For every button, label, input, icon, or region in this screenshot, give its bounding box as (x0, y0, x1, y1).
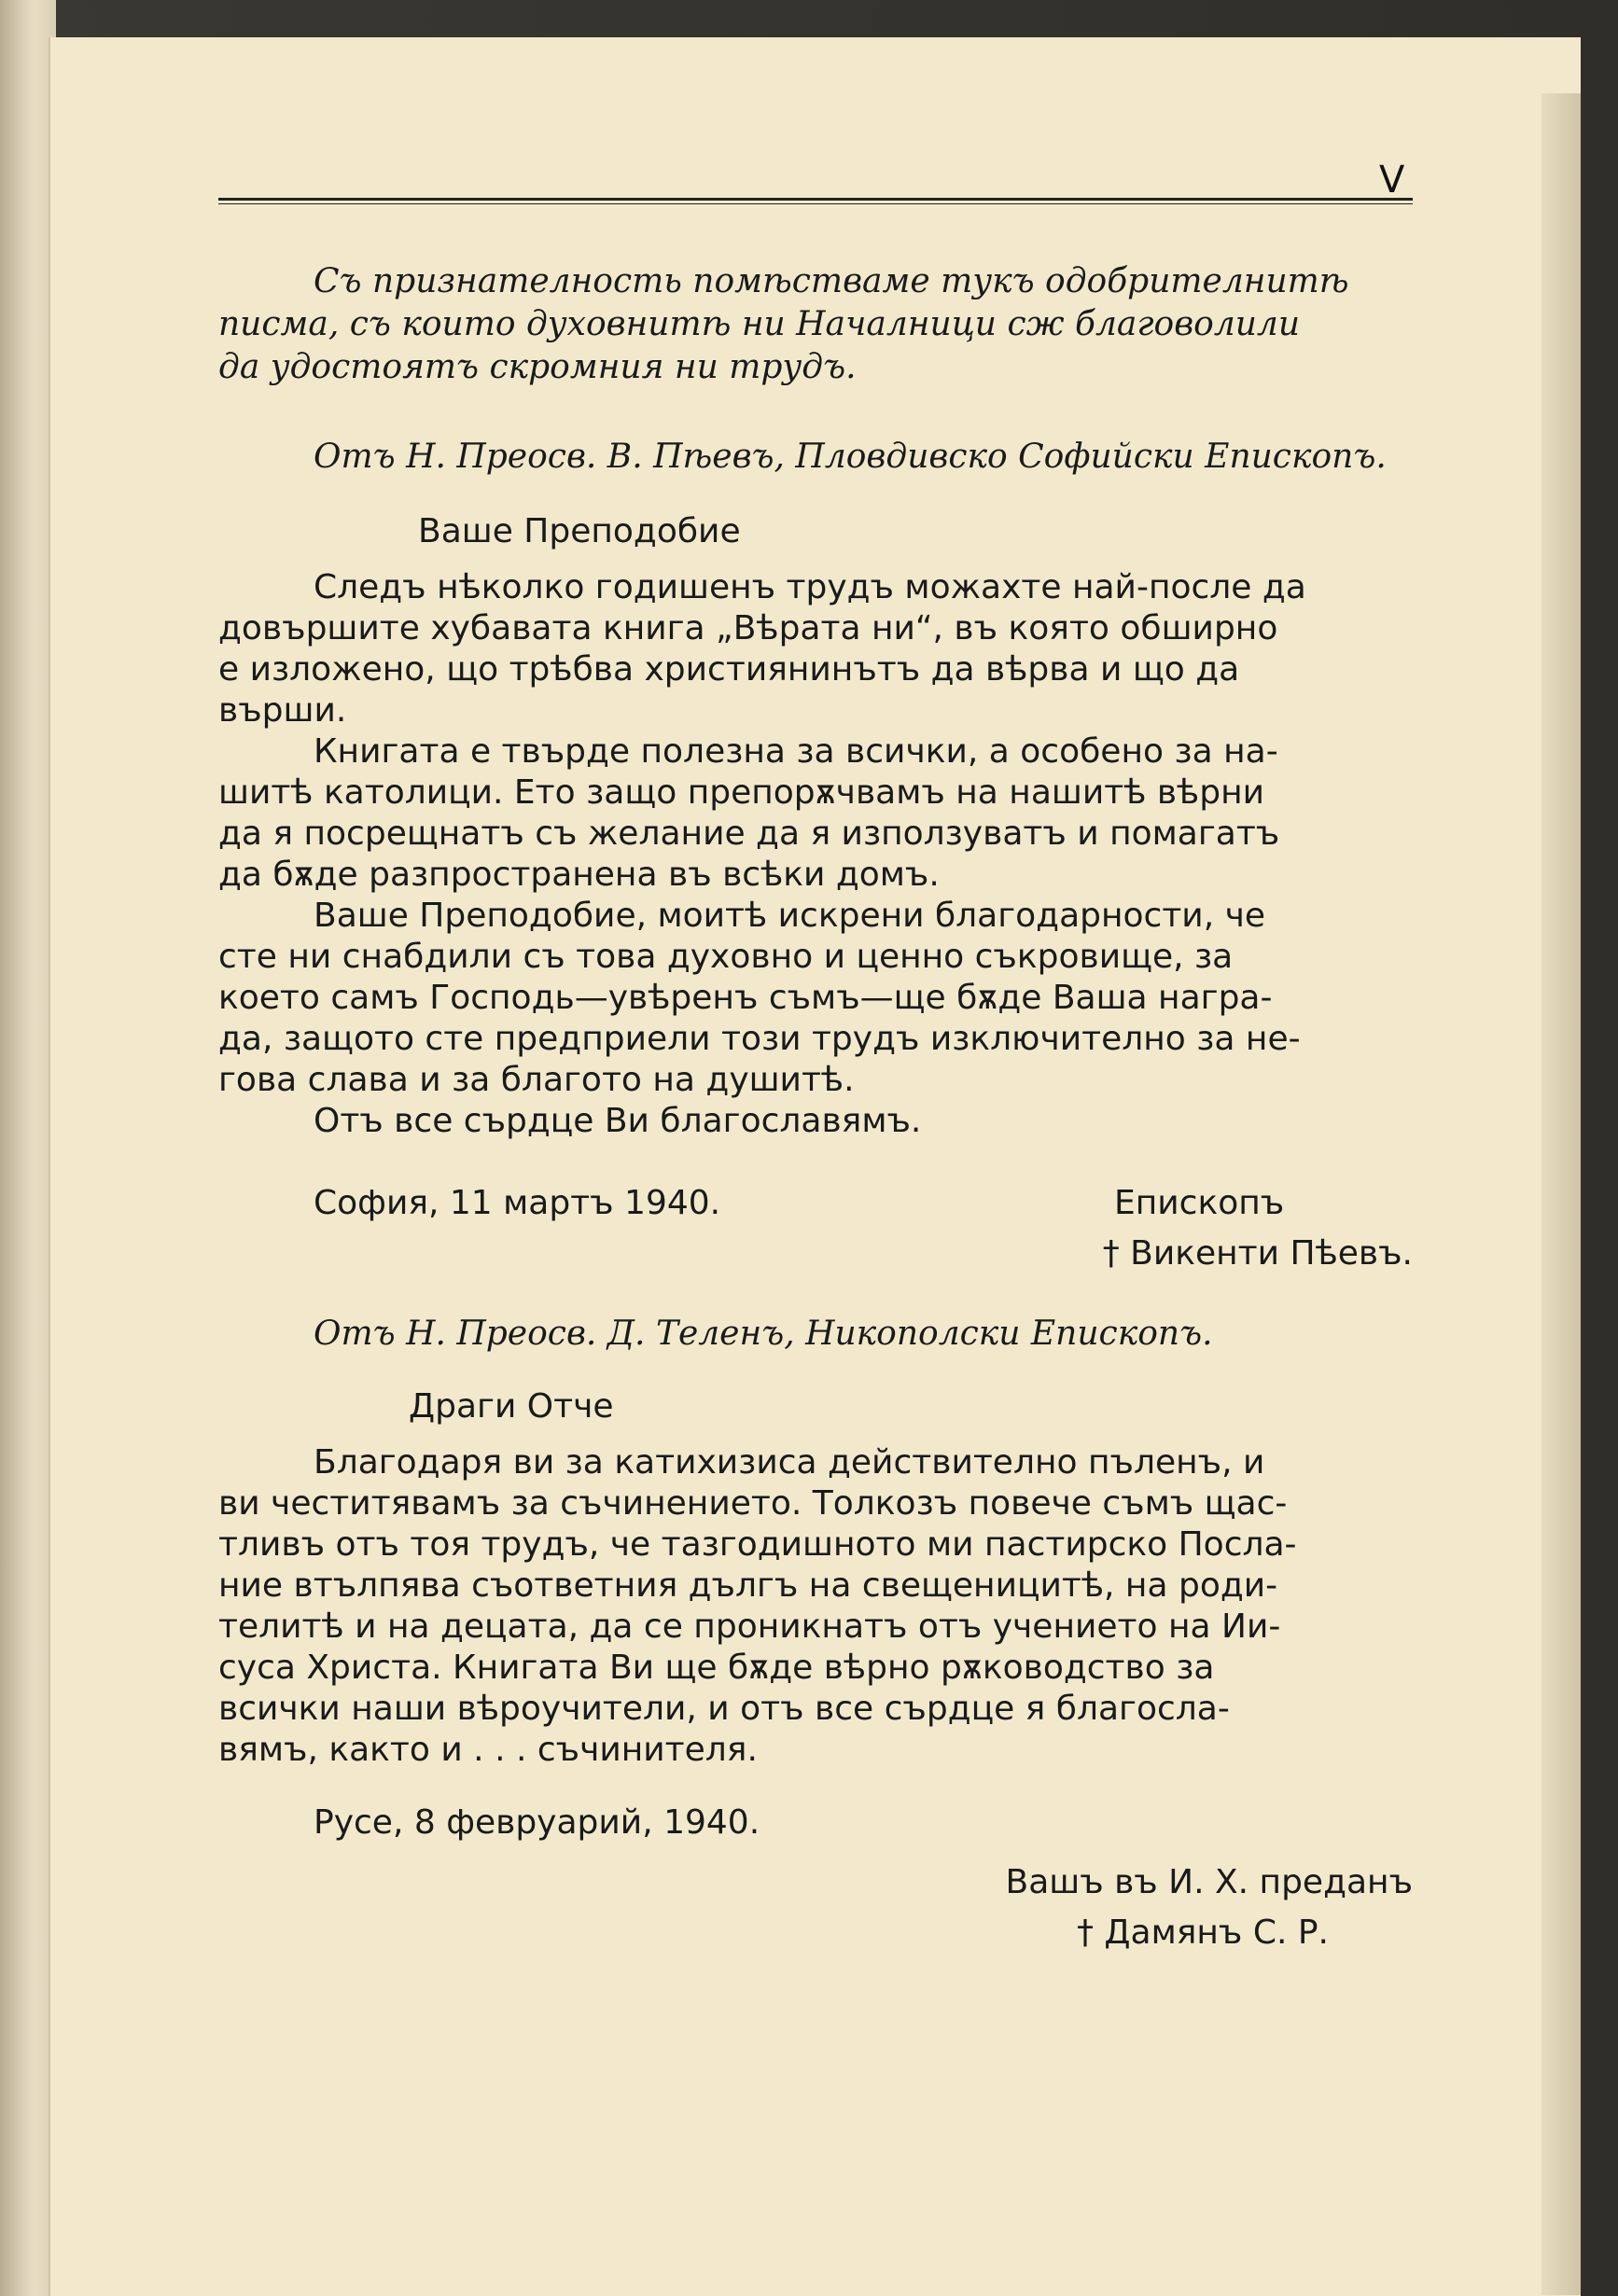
letter1-salutation: Ваше Преподобие (418, 512, 741, 550)
letter1-title: Епископъ (1114, 1184, 1285, 1222)
intro-line: писма, съ които духовнитѣ ни Началници сж благоволили (218, 305, 1301, 343)
letter1-line: да бѫде разпространена въ всѣки домъ. (218, 856, 940, 894)
intro-line: Съ признателность помѣстваме тукъ одобрителнитѣ (314, 262, 1349, 300)
letter1-line: да, защото сте предприели този трудъ изключително за не- (218, 1020, 1301, 1058)
letter2-place-date: Русе, 8 февруарий, 1940. (314, 1803, 760, 1842)
letter1-heading: Отъ Н. Преосв. В. Пѣевъ, Пловдивско Софийски Епископъ. (314, 438, 1387, 476)
letter1-line: гова слава и за благото на душитѣ. (218, 1061, 855, 1099)
letter2-line: ние втълпява съответния дългъ на свещеницитѣ, на роди- (218, 1566, 1278, 1605)
letter2-heading: Отъ Н. Преосв. Д. Теленъ, Никополски Епископъ. (314, 1315, 1213, 1353)
letter1-line: да я посрещнатъ съ желание да я използуватъ и помагатъ (218, 814, 1280, 853)
letter2-line: Благодаря ви за катихизиса действително пъленъ, и (314, 1443, 1265, 1482)
letter1-line: Отъ все сърдце Ви благославямъ. (314, 1102, 922, 1140)
letter2-line: суса Христа. Книгата Ви ще бѫде вѣрно рѫководство за (218, 1649, 1215, 1687)
page-edge (1541, 93, 1581, 2295)
letter2-line: ви честитявамъ за съчинението. Толкозъ повече съмъ щас- (218, 1484, 1288, 1523)
intro-line: да удостоятъ скромния ни трудъ. (218, 348, 857, 386)
letter2-line: телитѣ и на децата, да се проникнатъ отъ учението на Ии- (218, 1607, 1281, 1646)
letter1-line: довършите хубавата книга „Вѣрата ни“, въ която обширно (218, 609, 1278, 647)
letter2-signature: † Дамянъ С. Р. (1076, 1913, 1329, 1952)
book-spine (0, 0, 56, 2296)
letter1-line: Книгата е твърде полезна за всички, а особено за на- (314, 732, 1278, 771)
letter2-line: вямъ, както и . . . съчинителя. (218, 1731, 758, 1769)
letter1-line: което самъ Господь—увѣренъ съмъ—ще бѫде Ваша награ- (218, 979, 1273, 1017)
letter2-line: всички наши вѣроучители, и отъ все сърдце я благосла- (218, 1690, 1230, 1728)
letter1-line: Ваше Преподобие, моитѣ искрени благодарности, че (314, 897, 1266, 935)
letter1-line: върши. (218, 691, 347, 730)
letter2-closing: Вашъ въ И. Х. преданъ (1005, 1863, 1413, 1901)
letter1-line: Следъ нѣколко годишенъ трудъ можахте най-после да (314, 568, 1306, 606)
page-number: V (1379, 159, 1405, 202)
letter1-line: е изложено, що трѣбва християнинътъ да вѣрва и що да (218, 650, 1240, 689)
letter2-line: тливъ отъ тоя трудъ, че тазгодишното ми пастирско Посла- (218, 1525, 1297, 1564)
header-rule (218, 198, 1413, 204)
letter1-line: шитѣ католици. Ето защо препорѫчвамъ на нашитѣ вѣрни (218, 773, 1265, 812)
letter1-line: сте ни снабдили съ това духовно и ценно съкровище, за (218, 938, 1234, 976)
letter1-place-date: София, 11 мартъ 1940. (314, 1184, 721, 1222)
letter2-salutation: Драги Отче (409, 1387, 614, 1426)
letter1-signature: † Викенти Пѣевъ. (1102, 1234, 1413, 1273)
